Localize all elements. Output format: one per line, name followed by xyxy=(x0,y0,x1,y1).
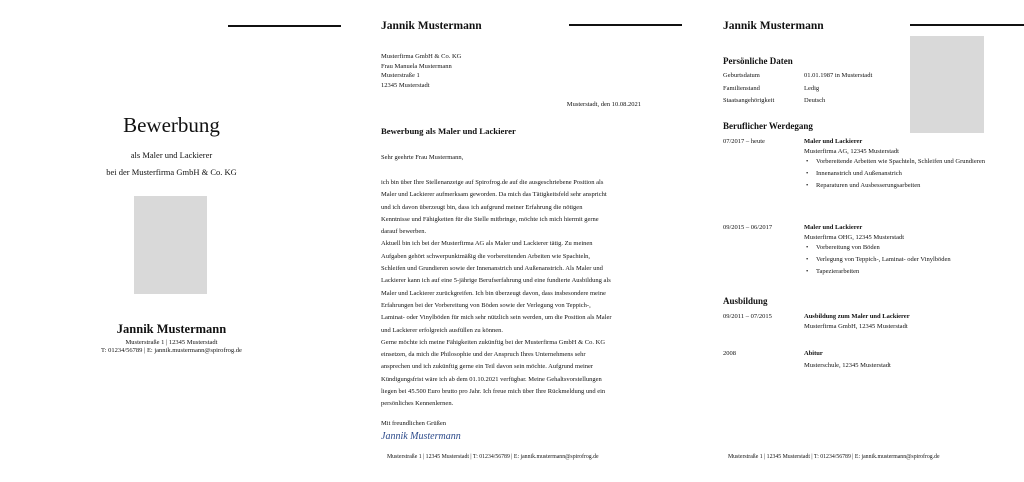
entry-bullet: • Verlegung von Teppich-, Laminat- oder Vinylböden xyxy=(804,254,1014,266)
personal-value: Ledig xyxy=(804,85,820,92)
cover-letter-page xyxy=(343,0,683,482)
recipient-line: Musterfirma GmbH & Co. KG xyxy=(381,53,462,60)
entry-org: Musterfirma OHG, 12345 Musterstadt xyxy=(804,234,905,241)
cover-subtitle-2: bei der Musterfirma GmbH & Co. KG xyxy=(106,167,237,177)
body-line: Maler und Lackierer aufmerksam geworden. Da mich das Tätigkeitsfeld sehr anspricht xyxy=(381,191,607,199)
photo-placeholder xyxy=(134,196,207,294)
entry-org: Musterfirma GmbH, 12345 Musterstadt xyxy=(804,323,908,330)
entry-title: Ausbildung zum Maler und Lackierer xyxy=(804,313,910,320)
letter-greeting: Sehr geehrte Frau Mustermann, xyxy=(381,154,464,161)
header-rule xyxy=(228,25,341,27)
recipient-line: Frau Manuela Mustermann xyxy=(381,62,452,70)
entry-bullet: • Vorbereitende Arbeiten wie Spachteln, Schleifen und Grundieren xyxy=(804,156,1014,168)
body-line: Kündigungsfrist wäre ich ab dem 01.10.2021 verfügbar. Meine Gehaltsvorstellungen xyxy=(381,375,602,383)
entry-title: Maler und Lackierer xyxy=(804,224,863,231)
header-rule xyxy=(910,24,1024,26)
entry-bullets xyxy=(804,242,1014,279)
body-line: Laminat- oder Vinylböden für mich sehr nützlich sein werden, um die Position als Maler xyxy=(381,314,612,322)
letter-subject: Bewerbung als Maler und Lackierer xyxy=(381,126,516,136)
cv-header-name: Jannik Mustermann xyxy=(723,20,824,32)
career-heading: Beruflicher Werdegang xyxy=(723,121,813,131)
body-line: Gerne möchte ich meine Fähigkeiten zukünftig bei der Musterfirma GmbH & Co. KG xyxy=(381,338,606,346)
body-line: Maler und Lackierer zurückgreifen. Ich bin überzeugt davon, dass insbesondere meine xyxy=(381,289,606,297)
entry-bullet: • Reparaturen und Ausbesserungsarbeiten xyxy=(804,180,1014,192)
recipient-address xyxy=(381,52,461,90)
personal-label: Familienstand xyxy=(723,85,760,92)
body-line: einsetzen, da mich die Philosophie und der Anspruch Ihres Unternehmens sehr xyxy=(381,351,586,359)
education-heading: Ausbildung xyxy=(723,296,768,306)
letter-date: Musterstadt, den 10.08.2021 xyxy=(566,101,641,108)
body-line: Kenntnisse und Fähigkeiten für die Stelle mitbringe, möchte ich mich hiermit gerne xyxy=(381,215,599,223)
entry-period: 09/2015 – 06/2017 xyxy=(723,224,773,231)
letter-footer: Musterstraße 1 | 12345 Musterstadt | T: 01234/56789 | E: jannik.mustermann@spirofrog.de xyxy=(387,454,599,460)
entry-period: 09/2011 – 07/2015 xyxy=(723,313,772,320)
header-rule xyxy=(569,24,682,26)
body-line: ansprechen und ich zukünftig gerne ein Teil davon sein möchte. Aufgrund meiner xyxy=(381,363,594,371)
cv-page xyxy=(683,0,1024,482)
body-line: und ich davon überzeugt bin, dass ich aufgrund meiner Erfahrung die nötigen xyxy=(381,203,583,211)
entry-period: 07/2017 – heute xyxy=(723,138,765,145)
personal-value: 01.01.1987 in Musterstadt xyxy=(804,72,873,79)
body-line: und Lackierer erfolgreich ausfüllen zu können. xyxy=(381,326,504,334)
cover-contact: T: 01234/56789 | E: jannik.mustermann@spirofrog.de xyxy=(101,347,242,354)
entry-bullet: • Vorbereitung von Böden xyxy=(804,242,1014,254)
body-line: Lackierer kann ich auf eine 5-jährige Berufserfahrung und eine fundierte Ausbildung als xyxy=(381,277,611,285)
signature: Jannik Mustermann xyxy=(381,431,461,442)
recipient-line: 12345 Musterstadt xyxy=(381,81,430,89)
cover-address: Musterstraße 1 | 12345 Musterstadt xyxy=(125,339,218,346)
cover-name: Jannik Mustermann xyxy=(116,322,227,336)
recipient-line: Musterstraße 1 xyxy=(381,72,420,80)
entry-org: Musterschule, 12345 Musterstadt xyxy=(804,362,891,369)
personal-heading: Persönliche Daten xyxy=(723,56,793,66)
entry-bullets xyxy=(804,156,1014,193)
cv-photo-placeholder xyxy=(910,36,984,133)
entry-title: Maler und Lackierer xyxy=(804,138,863,145)
personal-label: Staatsangehörigkeit xyxy=(723,97,775,104)
cover-title: Bewerbung xyxy=(123,113,220,137)
entry-org: Musterfirma AG, 12345 Musterstadt xyxy=(804,148,899,155)
body-line: darauf bewerben. xyxy=(381,228,427,236)
letter-closing: Mit freundlichen Grüßen xyxy=(381,420,446,427)
body-line: persönliches Kennenlernen. xyxy=(381,400,454,408)
body-line: Erfahrungen bei der Vorbereitung von Böden sowie der Verlegung von Teppich-, xyxy=(381,301,591,309)
cv-footer: Musterstraße 1 | 12345 Musterstadt | T: 01234/56789 | E: jannik.mustermann@spirofrog.de xyxy=(728,454,940,460)
body-line: Aktuell bin ich bei der Musterfirma AG als Maler und Lackierer tätig. Zu meinen xyxy=(381,240,593,248)
letter-body xyxy=(381,177,645,411)
body-line: ich bin über Ihre Stellenanzeige auf Spirofrog.de auf die ausgeschriebene Position als xyxy=(381,179,604,186)
body-line: liegen bei 45.500 Euro brutto pro Jahr. Ich freue mich über Ihre Rückmeldung und ein xyxy=(381,388,606,396)
body-line: Schleifen und Grundieren sowie der Innenanstrich und Außenanstrich. Als Maler und xyxy=(381,265,603,273)
personal-label: Geburtsdatum xyxy=(723,72,760,79)
cover-page xyxy=(0,0,343,482)
personal-value: Deutsch xyxy=(804,97,826,104)
cover-subtitle-1: als Maler und Lackierer xyxy=(130,150,213,160)
entry-bullet: • Tapezierarbeiten xyxy=(804,266,1014,278)
body-line: Aufgaben gehört schwerpunktmäßig die vorbereitenden Arbeiten wie Spachteln, xyxy=(381,252,591,260)
entry-period: 2008 xyxy=(723,350,736,357)
letter-header-name: Jannik Mustermann xyxy=(381,20,482,32)
entry-bullet: • Innenanstrich und Außenanstrich xyxy=(804,168,1014,180)
entry-title: Abitur xyxy=(804,350,823,357)
